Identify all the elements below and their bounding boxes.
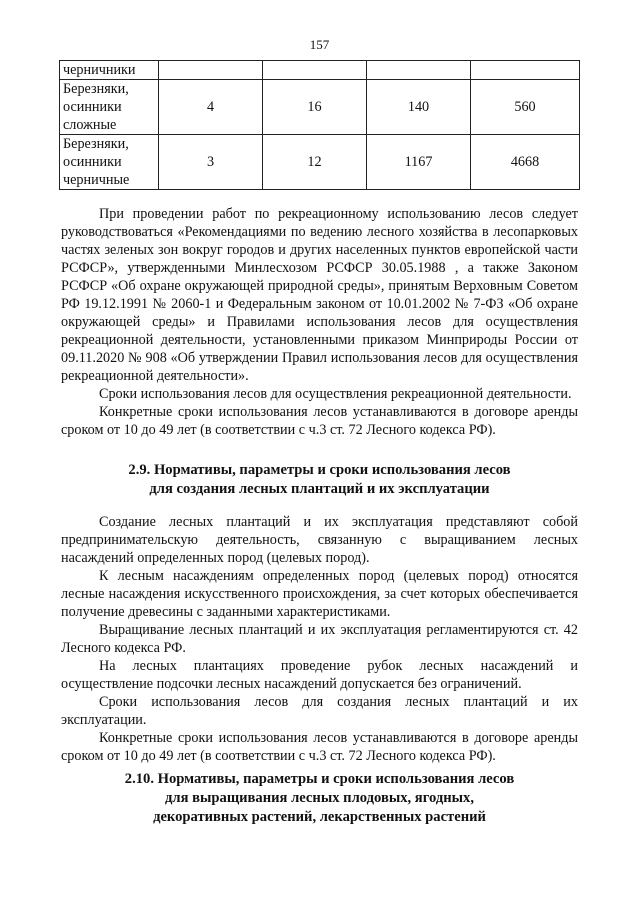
table-row (60, 135, 580, 190)
heading-line: для выращивания лесных плодовых, ягодных, (165, 790, 474, 806)
table-cell: Березняки, осинники черничные (60, 135, 159, 190)
table-cell: 1167 (367, 135, 471, 190)
paragraph: Выращивание лесных плантаций и их эксплуатация регламентируются ст. 42 Лесного кодекса РФ. (61, 622, 578, 656)
section-heading-2-9 (61, 461, 578, 499)
norms-table (59, 60, 580, 190)
heading-line: для создания лесных плантаций и их эксплуатации (149, 481, 490, 497)
paragraph: Конкретные сроки использования лесов устанавливаются в договоре аренды сроком от 10 до 49 лет (в соответствии с ч.3 ст. 72 Лесного кодекса РФ). (61, 730, 578, 764)
table-cell: 4 (159, 80, 263, 135)
table-cell (471, 61, 580, 80)
paragraph: Создание лесных плантаций и их эксплуатация представляют собой предпринимательскую деятельность, связанную с выращиванием лесных насаждений определенных пород (целевых пород). (61, 514, 578, 566)
table-cell (159, 61, 263, 80)
table-cell: 12 (263, 135, 367, 190)
recreation-text-block (61, 205, 578, 439)
table-cell: 16 (263, 80, 367, 135)
paragraph: На лесных плантациях проведение рубок лесных насаждений и осуществление подсочки лесных насаждений допускается без ограничений. (61, 658, 578, 692)
paragraph: Сроки использования лесов для осуществления рекреационной деятельности. (99, 386, 572, 402)
page-number: 157 (309, 37, 330, 52)
table-cell: 560 (471, 80, 580, 135)
paragraph: К лесным насаждениям определенных пород (целевых пород) относятся лесные насаждения искусственного происхождения, за счет которых обеспечивается получение древесины с заданными характеристиками. (61, 568, 578, 620)
section-heading-2-10 (61, 770, 578, 827)
table-cell: 140 (367, 80, 471, 135)
heading-line: декоративных растений, лекарственных растений (153, 809, 486, 825)
heading-line: 2.10. Нормативы, параметры и сроки использования лесов (124, 771, 515, 787)
plantation-text-block (61, 513, 578, 765)
table-row (60, 80, 580, 135)
table-row (60, 61, 580, 80)
table-cell: 3 (159, 135, 263, 190)
table-cell: черничники (60, 61, 159, 80)
heading-line: 2.9. Нормативы, параметры и сроки использования лесов (128, 462, 511, 478)
table-cell (367, 61, 471, 80)
paragraph: Сроки использования лесов для создания лесных плантаций и их эксплуатации. (61, 694, 578, 728)
table-cell: Березняки, осинники сложные (60, 80, 159, 135)
paragraph: Конкретные сроки использования лесов устанавливаются в договоре аренды сроком от 10 до 49 лет (в соответствии с ч.3 ст. 72 Лесного кодекса РФ). (61, 404, 578, 438)
table-cell (263, 61, 367, 80)
paragraph: При проведении работ по рекреационному использованию лесов следует руководствоваться «Рекомендациями по ведению лесного хозяйства в лесопарковых частях зеленых зон вокруг городов и других населенных пунктов европейской части РСФСР», утвержденными Минлесхозом РСФСР 30.05.1988 , а также Законом РСФСР «Об охране окружающей природной среды», принятым Верховным Советом РФ 19.12.1991 № 2060-1 и Федеральным законом от 10.01.2002 № 7-ФЗ «Об охране окружающей среды» и Правилами использования лесов для осуществления рекреационной деятельности, установленными приказом Минприроды России от 09.11.2020 № 908 «Об утверждении Правил использования лесов для осуществления рекреационной деятельности». (61, 206, 578, 384)
table-cell: 4668 (471, 135, 580, 190)
